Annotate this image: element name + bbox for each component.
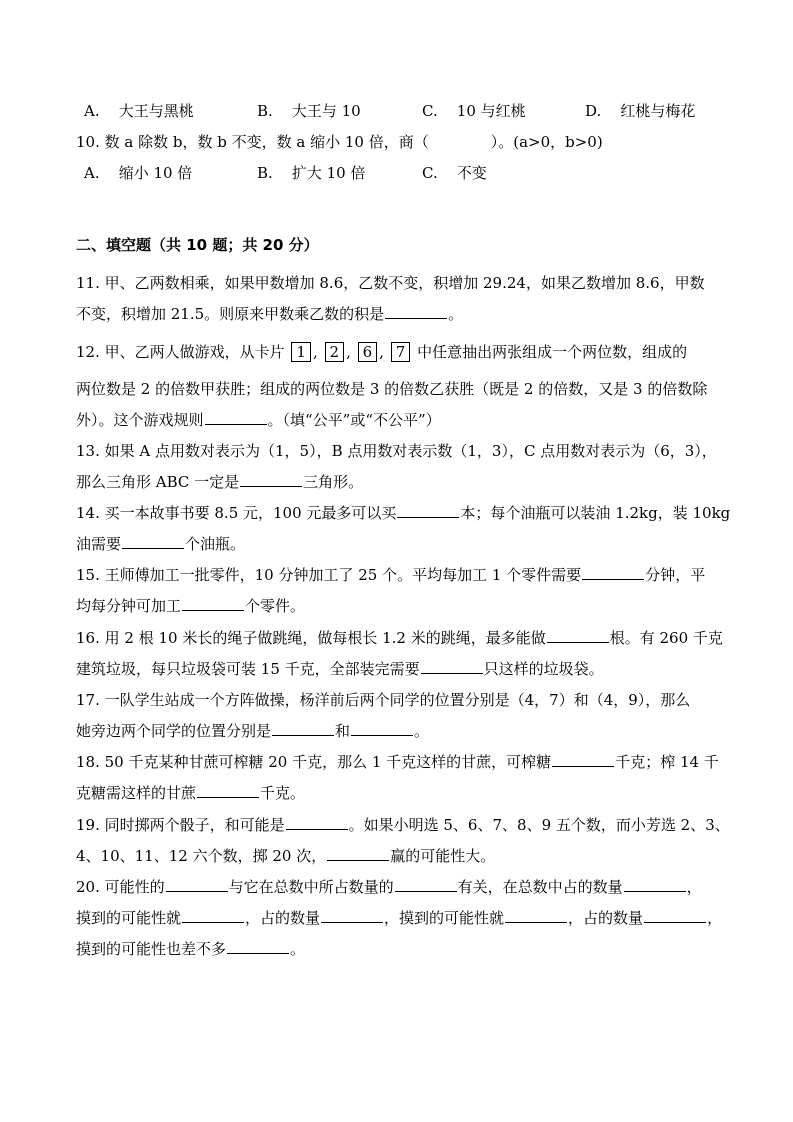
q9-option-d — [585, 101, 695, 121]
answer-blank[interactable] — [321, 908, 383, 923]
option-text: 红桃与梅花 — [620, 102, 696, 120]
answer-blank[interactable] — [582, 565, 644, 580]
q16-line-1: 16. 用 2 根 10 米长的绳子做跳绳，做每根长 1.2 米的跳绳，最多能做 根。有 260 千克 — [76, 629, 723, 647]
option-text: 大王与 10 — [291, 102, 361, 120]
q12-line-2: 两位数是 2 的倍数甲获胜；组成的两位数是 3 的倍数乙获胜（既是 2 的倍数，又是 3 的倍数除 — [76, 380, 708, 398]
answer-blank[interactable] — [421, 659, 483, 674]
answer-blank[interactable] — [205, 410, 267, 425]
answer-blank[interactable] — [385, 304, 447, 319]
q19-line-1: 19. 同时掷两个骰子，和可能是 。如果小明选 5、6、7、8、9 五个数，而小芳选 2、3、 — [76, 816, 730, 834]
answer-blank[interactable] — [182, 908, 244, 923]
answer-blank[interactable] — [547, 628, 609, 643]
answer-blank[interactable] — [182, 596, 244, 611]
answer-blank[interactable] — [552, 752, 614, 767]
q9-option-b — [257, 101, 361, 121]
option-text: 缩小 10 倍 — [118, 164, 193, 182]
answer-blank[interactable] — [327, 846, 389, 861]
q12-line-1: 12. 甲、乙两人做游戏，从卡片 1 , 2 , 6 , 7 中任意抽出两张组成一个两位数，组成的 — [76, 343, 688, 361]
option-text: 大王与黑桃 — [118, 102, 194, 120]
answer-blank[interactable] — [395, 877, 457, 892]
number-card: 2 — [325, 342, 345, 362]
answer-blank[interactable] — [122, 534, 184, 549]
q14-line-2: 油需要 个油瓶。 — [76, 535, 246, 553]
option-letter: D. — [585, 102, 602, 120]
q11-line-1: 11. 甲、乙两数相乘，如果甲数增加 8.6，乙数不变，积增加 29.24，如果乙数增加 8.6，甲数 — [76, 274, 705, 292]
q15-line-1: 15. 王师傅加工一批零件，10 分钟加工了 25 个。平均每加工 1 个零件需要 分钟，平 — [76, 566, 706, 584]
answer-blank[interactable] — [644, 908, 706, 923]
q9-option-a — [84, 101, 194, 121]
answer-blank[interactable] — [227, 939, 289, 954]
q16-line-2: 建筑垃圾，每只垃圾袋可装 15 千克，全部装完需要 只这样的垃圾袋。 — [76, 660, 604, 678]
section-title: 二、填空题（共 10 题；共 20 分） — [76, 236, 319, 254]
q11-line-2: 不变，积增加 21.5。则原来甲数乘乙数的积是 。 — [76, 305, 464, 323]
q13-line-2: 那么三角形 ABC 一定是 三角形。 — [76, 473, 364, 491]
q20-line-2: 摸到的可能性就 ，占的数量 ，摸到的可能性就 ，占的数量 ， — [76, 909, 723, 927]
option-letter: A. — [84, 102, 100, 120]
q10-option-b — [257, 163, 366, 183]
q10-option-c — [422, 163, 487, 183]
answer-blank[interactable] — [240, 472, 302, 487]
q10-stem: 10. 数 a 除数 b，数 b 不变，数 a 缩小 10 倍，商（ ）。(a>0，b>0) — [76, 133, 603, 151]
q17-line-1: 17. 一队学生站成一个方阵做操，杨洋前后两个同学的位置分别是（4，7）和（4，9），那么 — [76, 691, 691, 709]
answer-blank[interactable] — [272, 721, 334, 736]
option-letter: A. — [84, 164, 100, 182]
answer-blank[interactable] — [286, 815, 348, 830]
q12-line-3: 外）。这个游戏规则 。（填“公平”或“不公平”） — [76, 411, 441, 429]
number-card: 6 — [358, 342, 378, 362]
answer-blank[interactable] — [505, 908, 567, 923]
option-letter: C. — [422, 102, 438, 120]
option-letter: B. — [257, 164, 273, 182]
answer-blank[interactable] — [166, 877, 228, 892]
q14-line-1: 14. 买一本故事书要 8.5 元，100 元最多可以买 本；每个油瓶可以装油 1.2kg，装 10kg — [76, 504, 731, 522]
option-text: 10 与红桃 — [456, 102, 526, 120]
q10-option-a — [84, 163, 192, 183]
number-card: 1 — [291, 342, 311, 362]
q20-line-1: 20. 可能性的 与它在总数中所占数量的 有关，在总数中占的数量 ， — [76, 878, 702, 896]
answer-blank[interactable] — [397, 503, 459, 518]
q9-option-c — [422, 101, 526, 121]
number-card: 7 — [391, 342, 411, 362]
option-text: 不变 — [456, 164, 487, 182]
q20-line-3: 摸到的可能性也差不多 。 — [76, 940, 306, 958]
option-letter: B. — [257, 102, 273, 120]
q13-line-1: 13. 如果 A 点用数对表示为（1，5），B 点用数对表示数（1，3），C 点用数对表示为（6，3）， — [76, 442, 717, 460]
option-text: 扩大 10 倍 — [291, 164, 366, 182]
q18-line-1: 18. 50 千克某种甘蔗可榨糖 20 千克，那么 1 千克这样的甘蔗，可榨糖 千克；榨 14 千 — [76, 753, 719, 771]
option-letter: C. — [422, 164, 438, 182]
q19-line-2: 4、10、11、12 六个数，掷 20 次， 赢的可能性大。 — [76, 847, 496, 865]
answer-blank[interactable] — [624, 877, 686, 892]
answer-blank[interactable] — [351, 721, 413, 736]
q18-line-2: 克糖需这样的甘蔗 千克。 — [76, 784, 306, 802]
q15-line-2: 均每分钟可加工 个零件。 — [76, 597, 306, 615]
answer-blank[interactable] — [197, 783, 259, 798]
q17-line-2: 她旁边两个同学的位置分别是 和 。 — [76, 722, 430, 740]
